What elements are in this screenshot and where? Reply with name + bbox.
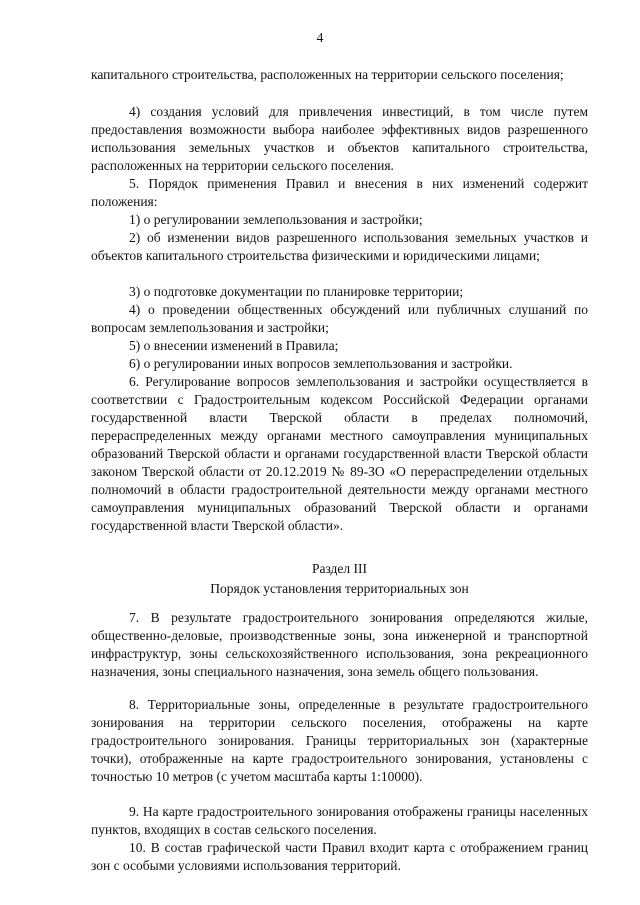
section-label: Раздел III — [311, 561, 368, 576]
list-item-6: 6) о регулировании иных вопросов землепользования и застройки. — [129, 356, 513, 371]
section-title: Порядок установления территориальных зон — [210, 581, 469, 596]
list-item-3: 3) о подготовке документации по планировке территории; — [129, 284, 464, 299]
paragraph-7: 7. В результате градостроительного зонирования определяются жилые, общественно-деловые, производственные зоны, зона инженерной и транспортной инфраструктур, зоны сельскохозяйственного использования, зона рекреационного назначения, зоны специального назначения, зона земель общего пользования. — [91, 610, 588, 679]
list-item-4: 4) о проведении общественных обсуждений или публичных слушаний по вопросам землепользования и застройки; — [91, 302, 588, 335]
paragraph-10: 10. В состав графической части Правил входит карта с отображением границ зон с особыми условиями использования территорий. — [91, 840, 588, 873]
paragraph-9: 9. На карте градостроительного зонирования отображены границы населенных пунктов, входящих в состав сельского поселения. — [91, 804, 588, 837]
paragraph-5: 5. Порядок применения Правил и внесения в них изменений содержит положения: — [91, 176, 588, 209]
paragraph-8: 8. Территориальные зоны, определенные в результате градостроительного зонирования на территории сельского поселения, отображены на карте градостроительного зонирования. Границы территориальных зон (характерные точки), отображенные на карте градостроительного зонирования, установлены с точностью 10 метров (с учетом масштаба карты 1:10000). — [91, 697, 588, 784]
list-item-2: 2) об изменении видов разрешенного использования земельных участков и объектов капитального строительства физическими и юридическими лицами; — [91, 230, 588, 263]
paragraph-6: 6. Регулирование вопросов землепользования и застройки осуществляется в соответствии с Градостроительным кодексом Российской Федерации органами государственной власти Тверской области в пределах полномочий, перераспределенных между органами местного самоуправления муниципальных образований Тверской области и органами государственной власти Тверской области законом Тверской области от 20.12.2019 № 89-ЗО «О перераспределении отдельных полномочий в области градостроительной деятельности между органами местного самоуправления муниципальных образований Тверской области и органами государственной власти Тверской области». — [91, 374, 588, 533]
list-item-5: 5) о внесении изменений в Правила; — [129, 338, 339, 353]
paragraph-continuation: капитального строительства, расположенных на территории сельского поселения; — [91, 67, 564, 82]
paragraph-item-4-investments: 4) создания условий для привлечения инвестиций, в том числе путем предоставления возможности выбора наиболее эффективных видов разрешенного использования земельных участков и объектов капитального строительства, расположенных на территории сельского поселения. — [91, 104, 588, 173]
page-number: 4 — [316, 30, 324, 45]
list-item-1: 1) о регулировании землепользования и застройки; — [129, 212, 423, 227]
